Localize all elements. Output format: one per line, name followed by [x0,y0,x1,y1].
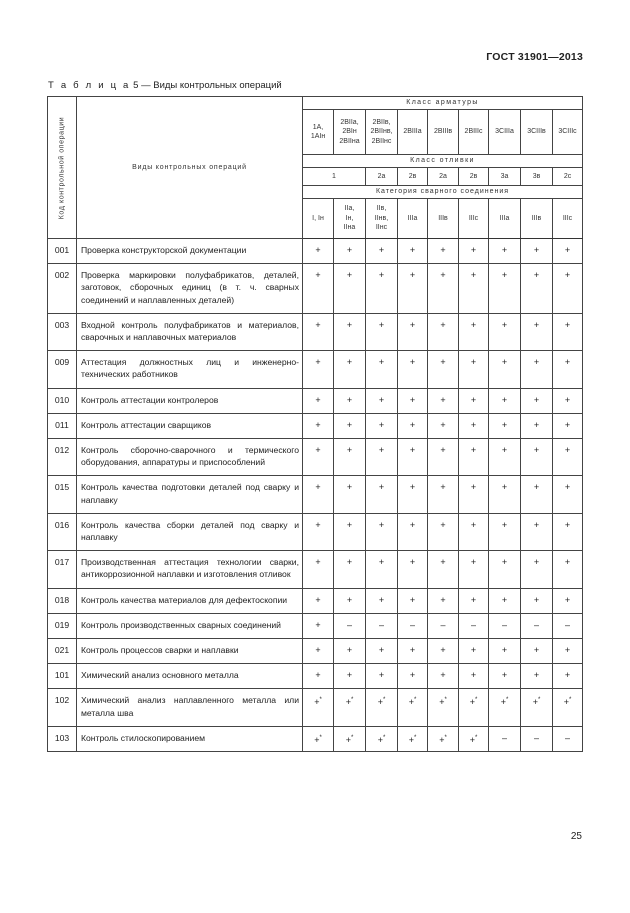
weld-category-cell: IIIc [553,199,583,239]
applicability-mark: + [459,664,489,689]
applicability-mark: + [303,639,334,664]
operation-name: Контроль качества материалов для дефектоскопии [77,588,303,613]
casting-class-cell: 3а [489,168,521,186]
applicability-mark: + [459,588,489,613]
code-column-header: Код контрольной операции [48,97,77,239]
armature-class-cell: 2BIIв, 2BIIнв, 2BIIнс [366,110,398,155]
applicability-mark: + [398,239,428,264]
applicability-mark: + [334,413,366,438]
applicability-mark: + [334,388,366,413]
casting-class-cell: 2с [553,168,583,186]
weld-category-cell: IIIc [459,199,489,239]
applicability-mark: + [366,588,398,613]
applicability-mark: + [459,351,489,388]
applicability-mark: + [459,551,489,588]
applicability-mark: + [459,639,489,664]
operation-code: 016 [48,513,77,550]
armature-class-cell: 2BIIIc [459,110,489,155]
applicability-mark: + [428,551,459,588]
applicability-mark: + [303,388,334,413]
applicability-mark: + [303,513,334,550]
applicability-mark: +* [459,726,489,751]
applicability-mark: +* [366,689,398,726]
applicability-mark: + [521,664,553,689]
applicability-mark: + [553,413,583,438]
operation-code: 101 [48,664,77,689]
table-row [48,726,583,751]
applicability-mark: + [521,388,553,413]
applicability-mark: + [303,351,334,388]
weld-category-header: Категория сварного соединения [303,186,583,199]
weld-category-cell: IIIв [428,199,459,239]
table-row [48,239,583,264]
applicability-mark: – [521,726,553,751]
operation-code: 009 [48,351,77,388]
applicability-mark: + [334,639,366,664]
casting-class-header: Класс отливки [303,155,583,168]
applicability-mark: + [553,664,583,689]
operation-name: Аттестация должностных лиц и инженерно-технических работников [77,351,303,388]
applicability-mark: + [428,264,459,314]
operation-name: Химический анализ основного металла [77,664,303,689]
applicability-mark: + [459,439,489,476]
operation-code: 019 [48,613,77,638]
applicability-mark: + [334,513,366,550]
applicability-mark: + [428,313,459,350]
applicability-mark: + [459,413,489,438]
applicability-mark: + [521,639,553,664]
applicability-mark: – [553,613,583,638]
table-row [48,476,583,513]
applicability-mark: + [303,551,334,588]
applicability-mark: + [366,388,398,413]
armature-class-cell: 2BIIIв [428,110,459,155]
applicability-mark: – [428,613,459,638]
applicability-mark: + [553,439,583,476]
applicability-mark: +* [489,689,521,726]
operation-code: 015 [48,476,77,513]
applicability-mark: + [428,664,459,689]
operation-name: Контроль процессов сварки и наплавки [77,639,303,664]
applicability-mark: +* [303,726,334,751]
weld-category-cell: IIв, IIнв, IIнс [366,199,398,239]
applicability-mark: + [398,588,428,613]
applicability-mark: +* [459,689,489,726]
applicability-mark: – [398,613,428,638]
applicability-mark: + [489,476,521,513]
armature-class-cell: 2BIIа, 2BIн 2BIIна [334,110,366,155]
applicability-mark: + [553,639,583,664]
table-caption-label: Т а б л и ц а [48,80,131,91]
operation-code: 002 [48,264,77,314]
applicability-mark: + [459,388,489,413]
applicability-mark: + [334,476,366,513]
applicability-mark: + [366,313,398,350]
applicability-mark: + [428,351,459,388]
applicability-mark: + [334,313,366,350]
applicability-mark: – [459,613,489,638]
applicability-mark: + [334,239,366,264]
applicability-mark: + [521,413,553,438]
applicability-mark: +* [334,726,366,751]
applicability-mark: + [489,388,521,413]
applicability-mark: +* [553,689,583,726]
applicability-mark: + [398,351,428,388]
table-caption-text: 5 — Виды контрольных операций [130,80,282,91]
table-row [48,264,583,314]
applicability-mark: + [366,413,398,438]
applicability-mark: – [553,726,583,751]
applicability-mark: – [489,726,521,751]
applicability-mark: + [521,264,553,314]
applicability-mark: +* [303,689,334,726]
applicability-mark: + [521,551,553,588]
applicability-mark: + [428,639,459,664]
applicability-mark: – [521,613,553,638]
applicability-mark: + [489,264,521,314]
applicability-mark: + [459,476,489,513]
applicability-mark: + [303,239,334,264]
applicability-mark: + [428,588,459,613]
applicability-mark: + [398,439,428,476]
applicability-mark: + [521,351,553,388]
applicability-mark: + [428,413,459,438]
operation-code: 103 [48,726,77,751]
applicability-mark: + [521,588,553,613]
applicability-mark: + [553,351,583,388]
table-row [48,513,583,550]
applicability-mark: – [334,613,366,638]
applicability-mark: +* [398,726,428,751]
operation-name: Контроль стилоскопированием [77,726,303,751]
operation-name: Контроль сборочно-сварочного и термического оборудования, аппаратуры и приспособлений [77,439,303,476]
applicability-mark: + [428,388,459,413]
applicability-mark: + [489,639,521,664]
applicability-mark: + [459,239,489,264]
operation-code: 102 [48,689,77,726]
applicability-mark: + [334,439,366,476]
applicability-mark: + [489,664,521,689]
applicability-mark: + [489,351,521,388]
operation-name: Проверка маркировки полуфабрикатов, деталей, заготовок, сборочных единиц (в т. ч. сварных соединений и наплавленных деталей) [77,264,303,314]
applicability-mark: + [366,439,398,476]
operation-code: 010 [48,388,77,413]
table-caption [48,80,282,91]
applicability-mark: + [366,664,398,689]
applicability-mark: + [459,513,489,550]
weld-category-cell: IIIа [489,199,521,239]
operation-name: Контроль производственных сварных соединений [77,613,303,638]
applicability-mark: + [428,513,459,550]
applicability-mark: + [553,239,583,264]
applicability-mark: + [489,313,521,350]
name-column-header: Виды контрольных операций [77,97,303,239]
applicability-mark: + [334,664,366,689]
applicability-mark: + [489,439,521,476]
applicability-mark: + [398,388,428,413]
applicability-mark: + [489,551,521,588]
operation-code: 001 [48,239,77,264]
applicability-mark: + [303,588,334,613]
operation-name: Химический анализ наплавленного металла или металла шва [77,689,303,726]
operation-name: Производственная аттестация технологии сварки, антикоррозионной наплавки и изготовления отливок [77,551,303,588]
page-number: 25 [570,831,582,842]
table-row [48,313,583,350]
operation-code: 012 [48,439,77,476]
applicability-mark: + [398,313,428,350]
armature-class-header: Класс арматуры [303,97,583,110]
applicability-mark: + [489,239,521,264]
weld-category-cell: IIIв [521,199,553,239]
applicability-mark: + [398,639,428,664]
applicability-mark: + [521,513,553,550]
applicability-mark: + [489,588,521,613]
table-row [48,551,583,588]
applicability-mark: + [303,264,334,314]
applicability-mark: + [334,588,366,613]
control-operations-table [47,96,583,752]
applicability-mark: + [553,551,583,588]
table-row [48,351,583,388]
applicability-mark: + [489,513,521,550]
standard-code: ГОСТ 31901—2013 [486,51,583,63]
armature-class-cell: 2BIIIа [398,110,428,155]
table-row [48,664,583,689]
operation-code: 017 [48,551,77,588]
operation-name: Контроль качества сборки деталей под сварку и наплавку [77,513,303,550]
table-row [48,639,583,664]
casting-class-cell: 2а [428,168,459,186]
operation-name: Контроль качества подготовки деталей под сварку и наплавку [77,476,303,513]
operation-name: Входной контроль полуфабрикатов и материалов, сварочных и наплавочных материалов [77,313,303,350]
casting-class-cell: 2в [398,168,428,186]
table-row [48,613,583,638]
weld-category-cell: IIIа [398,199,428,239]
applicability-mark: + [553,388,583,413]
armature-class-cell: 1А, 1АIн [303,110,334,155]
applicability-mark: +* [366,726,398,751]
operation-name: Контроль аттестации сварщиков [77,413,303,438]
applicability-mark: + [459,313,489,350]
applicability-mark: + [428,476,459,513]
armature-class-cell: 3CIIIа [489,110,521,155]
armature-class-cell: 3CIIIв [521,110,553,155]
table-row [48,439,583,476]
operation-code: 021 [48,639,77,664]
applicability-mark: + [553,264,583,314]
operation-name: Контроль аттестации контролеров [77,388,303,413]
applicability-mark: + [428,239,459,264]
applicability-mark: + [366,551,398,588]
casting-class-cell: 2в [459,168,489,186]
applicability-mark: + [521,476,553,513]
applicability-mark: + [303,476,334,513]
applicability-mark: + [303,439,334,476]
weld-category-cell: I, Iн [303,199,334,239]
applicability-mark: +* [398,689,428,726]
applicability-mark: – [489,613,521,638]
applicability-mark: + [366,351,398,388]
casting-class-cell: 1 [303,168,366,186]
table-row [48,689,583,726]
applicability-mark: + [366,264,398,314]
applicability-mark: + [366,639,398,664]
applicability-mark: + [521,313,553,350]
operation-code: 011 [48,413,77,438]
applicability-mark: + [398,476,428,513]
applicability-mark: + [398,513,428,550]
operation-code: 003 [48,313,77,350]
applicability-mark: +* [428,689,459,726]
applicability-mark: + [489,413,521,438]
applicability-mark: + [553,476,583,513]
table-row [48,413,583,438]
applicability-mark: + [334,264,366,314]
applicability-mark: + [303,413,334,438]
applicability-mark: + [398,413,428,438]
casting-class-cell: 2а [366,168,398,186]
applicability-mark: + [553,588,583,613]
applicability-mark: +* [428,726,459,751]
table-row [48,588,583,613]
applicability-mark: + [398,551,428,588]
applicability-mark: + [521,439,553,476]
applicability-mark: + [366,476,398,513]
applicability-mark: + [366,239,398,264]
applicability-mark: + [366,513,398,550]
applicability-mark: + [553,513,583,550]
applicability-mark: – [366,613,398,638]
applicability-mark: + [553,313,583,350]
applicability-mark: +* [334,689,366,726]
weld-category-cell: IIа, Iн, IIна [334,199,366,239]
table-row [48,388,583,413]
armature-class-cell: 3CIIIc [553,110,583,155]
applicability-mark: + [428,439,459,476]
applicability-mark: + [398,264,428,314]
applicability-mark: + [303,313,334,350]
operation-name: Проверка конструкторской документации [77,239,303,264]
applicability-mark: + [303,664,334,689]
applicability-mark: + [334,551,366,588]
applicability-mark: + [521,239,553,264]
applicability-mark: + [398,664,428,689]
casting-class-cell: 3в [521,168,553,186]
applicability-mark: +* [521,689,553,726]
applicability-mark: + [334,351,366,388]
applicability-mark: + [459,264,489,314]
applicability-mark: + [303,613,334,638]
operation-code: 018 [48,588,77,613]
